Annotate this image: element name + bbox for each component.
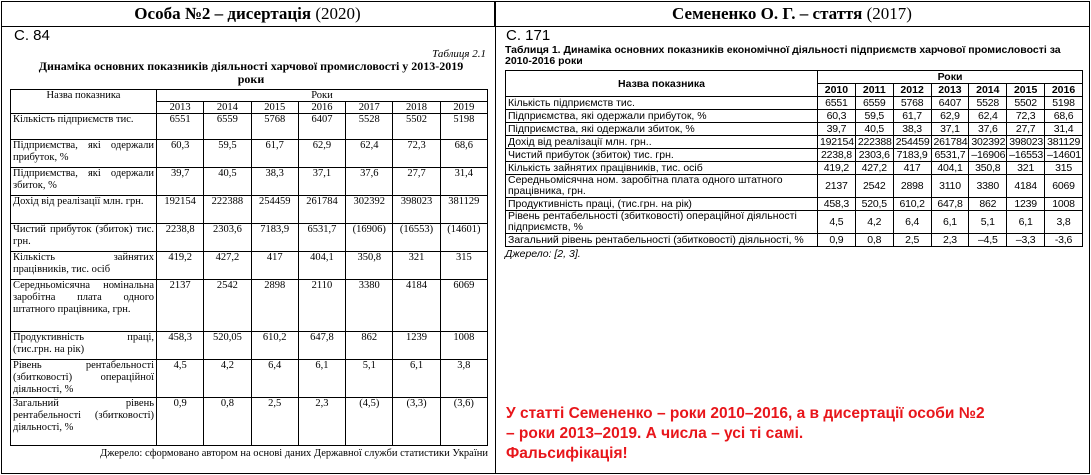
left-header-rest: – дисертація — [210, 4, 316, 23]
table-cell: 7183,9 — [251, 224, 298, 252]
table-cell: 5768 — [893, 97, 931, 110]
table-cell: 39,7 — [818, 123, 856, 136]
table-cell: 862 — [969, 198, 1007, 211]
table-cell: 40,5 — [204, 168, 251, 196]
table-cell: 610,2 — [893, 198, 931, 211]
table-cell: 4,2 — [204, 360, 251, 398]
left-col-name: Назва показника — [11, 90, 157, 114]
table-cell: –16553 — [1007, 149, 1045, 162]
table-cell: –4,5 — [969, 234, 1007, 247]
table-cell: 5502 — [393, 114, 440, 140]
row-label: Кількість підприємств тис. — [11, 114, 157, 140]
table-cell: (16906) — [346, 224, 393, 252]
table-cell: –16906 — [969, 149, 1007, 162]
note-line-1: У статті Семененко – роки 2010–2016, а в дисертації особи №2 — [506, 405, 985, 422]
table-cell: 350,8 — [969, 162, 1007, 175]
table-cell: 222388 — [204, 196, 251, 224]
table-cell: 381129 — [1045, 136, 1083, 149]
table-cell: 62,9 — [931, 110, 969, 123]
table-cell: 31,4 — [440, 168, 487, 196]
table-cell: 647,8 — [931, 198, 969, 211]
table-cell: 417 — [251, 252, 298, 280]
table-cell: –14601 — [1045, 149, 1083, 162]
table-cell: (16553) — [393, 224, 440, 252]
row-label: Продуктивність праці, (тис.грн. на рік) — [506, 198, 818, 211]
table-cell: 4,5 — [818, 211, 856, 234]
table-cell: 315 — [1045, 162, 1083, 175]
table-cell: 2137 — [818, 175, 856, 198]
table-cell: 6407 — [931, 97, 969, 110]
table-row — [11, 140, 488, 168]
left-year-header: 2013 — [157, 102, 204, 114]
table-cell: 59,5 — [855, 110, 893, 123]
table-cell: 2137 — [157, 280, 204, 332]
table-cell: 2898 — [251, 280, 298, 332]
table-cell: 0,9 — [818, 234, 856, 247]
table-cell: 5528 — [969, 97, 1007, 110]
row-label: Загальний рівень рентабельності (збитковості) діяльності, % — [506, 234, 818, 247]
table-cell: 38,3 — [893, 123, 931, 136]
table-row — [506, 234, 1083, 247]
table-row — [11, 360, 488, 398]
table-cell: 2542 — [204, 280, 251, 332]
left-year-header: 2019 — [440, 102, 487, 114]
table-row — [506, 123, 1083, 136]
right-col-name: Назва показника — [506, 71, 818, 97]
dissertation-table — [10, 89, 488, 446]
right-header-bold: Семененко О. Г. – стаття — [672, 4, 867, 23]
table-row — [506, 211, 1083, 234]
table-cell: 381129 — [440, 196, 487, 224]
table-cell: 4,2 — [855, 211, 893, 234]
table-cell: 6,4 — [893, 211, 931, 234]
table-cell: 321 — [1007, 162, 1045, 175]
table-cell: 6531,7 — [298, 224, 345, 252]
table-row — [11, 280, 488, 332]
left-year-header: 2018 — [393, 102, 440, 114]
table-cell: 417 — [893, 162, 931, 175]
row-label: Чистий прибуток (збиток) тис. грн. — [11, 224, 157, 252]
table-cell: 2,5 — [893, 234, 931, 247]
table-cell: 302392 — [346, 196, 393, 224]
table-cell: 6,1 — [393, 360, 440, 398]
table-cell: 2,5 — [251, 398, 298, 446]
table-row — [506, 162, 1083, 175]
table-cell: 3,8 — [440, 360, 487, 398]
table-cell: 302392 — [969, 136, 1007, 149]
table-cell: 1008 — [440, 332, 487, 360]
table-row — [506, 149, 1083, 162]
table-cell: 62,4 — [969, 110, 1007, 123]
table-cell: –3,3 — [1007, 234, 1045, 247]
table-cell: -3,6 — [1045, 234, 1083, 247]
left-page-number: С. 84 — [14, 27, 50, 44]
left-header-bold: Особа №2 — [134, 4, 211, 23]
table-cell: 427,2 — [855, 162, 893, 175]
table-number: Таблиця 2.1 — [432, 48, 486, 60]
table-cell: 2238,8 — [157, 224, 204, 252]
right-header-year: (2017) — [866, 4, 912, 23]
table-cell: 458,3 — [157, 332, 204, 360]
row-label: Рівень рентабельності (збитковості) операційної діяльності підприємств, % — [506, 211, 818, 234]
left-header-year: (2020) — [315, 4, 361, 23]
table-cell: 2110 — [298, 280, 345, 332]
table-cell: 6559 — [204, 114, 251, 140]
table-row — [11, 168, 488, 196]
table-cell: 62,9 — [298, 140, 345, 168]
table-cell: 27,7 — [393, 168, 440, 196]
row-label: Дохід від реалізації млн. грн.. — [506, 136, 818, 149]
table-cell: 6531,7 — [931, 149, 969, 162]
table-cell: 5528 — [346, 114, 393, 140]
table-cell: 40,5 — [855, 123, 893, 136]
row-label: Підприємства, які одержали прибуток, % — [506, 110, 818, 123]
table-cell: 60,3 — [818, 110, 856, 123]
table-row — [11, 398, 488, 446]
row-label: Чистий прибуток (збиток) тис. грн. — [506, 149, 818, 162]
right-table-body — [506, 97, 1083, 247]
table-cell: 72,3 — [1007, 110, 1045, 123]
right-col-years: Роки — [818, 71, 1083, 84]
table-row — [11, 114, 488, 140]
row-label: Загальний рівень рентабельності (збитковості) діяльності, % — [11, 398, 157, 446]
table-cell: (3,6) — [440, 398, 487, 446]
table-row — [11, 252, 488, 280]
table-cell: 222388 — [855, 136, 893, 149]
table-cell: 315 — [440, 252, 487, 280]
left-table-title: Динаміка основних показників діяльності харчової промисловості у 2013-2019 роки — [38, 59, 464, 86]
table-cell: 6551 — [818, 97, 856, 110]
table-cell: 3110 — [931, 175, 969, 198]
table-cell: 862 — [346, 332, 393, 360]
table-cell: 4184 — [393, 280, 440, 332]
table-cell: (4,5) — [346, 398, 393, 446]
table-row — [11, 224, 488, 252]
falsification-note — [506, 404, 1084, 464]
table-row — [506, 110, 1083, 123]
table-cell: 6551 — [157, 114, 204, 140]
table-cell: 68,6 — [1045, 110, 1083, 123]
table-cell: 2542 — [855, 175, 893, 198]
table-cell: 427,2 — [204, 252, 251, 280]
column-divider — [495, 1, 496, 473]
note-line-2: – роки 2013–2019. А числа – усі ті самі. — [506, 425, 804, 442]
row-label: Підприємства, які одержали збиток, % — [11, 168, 157, 196]
table-cell: 398023 — [1007, 136, 1045, 149]
table-cell: 6407 — [298, 114, 345, 140]
table-cell: 5198 — [440, 114, 487, 140]
table-row — [506, 136, 1083, 149]
table-cell: 254459 — [893, 136, 931, 149]
right-year-header: 2013 — [931, 84, 969, 97]
table-cell: 419,2 — [818, 162, 856, 175]
row-label: Підприємства, які одержали прибуток, % — [11, 140, 157, 168]
table-cell: 3380 — [969, 175, 1007, 198]
table-row — [506, 198, 1083, 211]
table-cell: 7183,9 — [893, 149, 931, 162]
table-row — [506, 175, 1083, 198]
table-cell: 404,1 — [931, 162, 969, 175]
right-year-header: 2010 — [818, 84, 856, 97]
table-cell: 2,3 — [931, 234, 969, 247]
table-cell: 72,3 — [393, 140, 440, 168]
table-cell: 2898 — [893, 175, 931, 198]
table-cell: 1239 — [393, 332, 440, 360]
table-cell: 192154 — [818, 136, 856, 149]
table-cell: 68,6 — [440, 140, 487, 168]
right-year-header: 2016 — [1045, 84, 1083, 97]
table-cell: 0,8 — [855, 234, 893, 247]
table-cell: 59,5 — [204, 140, 251, 168]
table-cell: 6559 — [855, 97, 893, 110]
table-cell: 37,1 — [931, 123, 969, 136]
table-cell: 6069 — [440, 280, 487, 332]
left-year-header: 2015 — [251, 102, 298, 114]
table-cell: 4,5 — [157, 360, 204, 398]
left-table-body — [11, 114, 488, 446]
row-label: Кількість зайнятих працівників, тис. осіб — [506, 162, 818, 175]
table-cell: 610,2 — [251, 332, 298, 360]
article-excerpt — [505, 45, 1085, 260]
table-cell: 0,9 — [157, 398, 204, 446]
table-cell: (14601) — [440, 224, 487, 252]
left-year-header: 2017 — [346, 102, 393, 114]
right-year-header: 2011 — [855, 84, 893, 97]
table-cell: 4184 — [1007, 175, 1045, 198]
table-cell: 3380 — [346, 280, 393, 332]
table-cell: 404,1 — [298, 252, 345, 280]
table-cell: 60,3 — [157, 140, 204, 168]
row-label: Середньомісячна ном. заробітна плата одного штатного працівника, грн. — [506, 175, 818, 198]
table-cell: 6,4 — [251, 360, 298, 398]
table-cell: 6,1 — [1007, 211, 1045, 234]
table-cell: 419,2 — [157, 252, 204, 280]
row-label: Кількість підприємств тис. — [506, 97, 818, 110]
left-source: Джерело: сформовано автором на основі даних Державної служби статистики України — [100, 448, 488, 459]
left-year-header: 2014 — [204, 102, 251, 114]
table-cell: 37,6 — [969, 123, 1007, 136]
table-cell: 261784 — [931, 136, 969, 149]
table-cell: 62,4 — [346, 140, 393, 168]
table-cell: 520,05 — [204, 332, 251, 360]
table-cell: 0,8 — [204, 398, 251, 446]
table-cell: 61,7 — [251, 140, 298, 168]
table-cell: 27,7 — [1007, 123, 1045, 136]
right-year-header: 2014 — [969, 84, 1007, 97]
table-cell: 321 — [393, 252, 440, 280]
row-label: Кількість зайнятих працівників, тис. осіб — [11, 252, 157, 280]
dissertation-excerpt — [10, 48, 492, 459]
table-cell: 5502 — [1007, 97, 1045, 110]
left-col-years: Роки — [157, 90, 488, 102]
table-cell: 5,1 — [346, 360, 393, 398]
left-header — [1, 1, 495, 27]
table-cell: 6,1 — [931, 211, 969, 234]
table-cell: 2238,8 — [818, 149, 856, 162]
note-line-3: Фальсифікація! — [506, 445, 628, 462]
article-table — [505, 70, 1083, 247]
table-cell: 261784 — [298, 196, 345, 224]
row-label: Середньомісячна номінальна заробітна плата одного штатного працівника, грн. — [11, 280, 157, 332]
table-cell: 5,1 — [969, 211, 1007, 234]
right-year-header: 2012 — [893, 84, 931, 97]
table-cell: 192154 — [157, 196, 204, 224]
table-cell: 458,3 — [818, 198, 856, 211]
table-cell: 31,4 — [1045, 123, 1083, 136]
right-header — [495, 1, 1089, 27]
table-cell: 2,3 — [298, 398, 345, 446]
row-label: Рівень рентабельності (збитковості) операційної діяльності, % — [11, 360, 157, 398]
table-cell: 1239 — [1007, 198, 1045, 211]
table-cell: 2303,6 — [855, 149, 893, 162]
table-row — [506, 97, 1083, 110]
right-table-title: Таблиця 1. Динаміка основних показників економічної діяльності підприємств харчової промисловості за 2010-2016 роки — [505, 44, 1061, 67]
table-cell: 37,1 — [298, 168, 345, 196]
table-cell: (3,3) — [393, 398, 440, 446]
table-row — [11, 196, 488, 224]
table-cell: 6,1 — [298, 360, 345, 398]
table-cell: 398023 — [393, 196, 440, 224]
table-cell: 520,5 — [855, 198, 893, 211]
table-cell: 1008 — [1045, 198, 1083, 211]
row-label: Продуктивність праці, (тис.грн. на рік) — [11, 332, 157, 360]
table-cell: 38,3 — [251, 168, 298, 196]
table-cell: 350,8 — [346, 252, 393, 280]
table-cell: 5768 — [251, 114, 298, 140]
row-label: Дохід від реалізації млн. грн. — [11, 196, 157, 224]
table-cell: 5198 — [1045, 97, 1083, 110]
table-cell: 647,8 — [298, 332, 345, 360]
table-row — [11, 332, 488, 360]
table-cell: 37,6 — [346, 168, 393, 196]
table-cell: 254459 — [251, 196, 298, 224]
table-cell: 3,8 — [1045, 211, 1083, 234]
right-page-number: С. 171 — [506, 27, 551, 44]
right-year-header: 2015 — [1007, 84, 1045, 97]
right-source: Джерело: [2, 3]. — [505, 248, 581, 260]
left-year-header: 2016 — [298, 102, 345, 114]
table-cell: 2303,6 — [204, 224, 251, 252]
table-cell: 39,7 — [157, 168, 204, 196]
row-label: Підприємства, які одержали збиток, % — [506, 123, 818, 136]
table-cell: 61,7 — [893, 110, 931, 123]
table-cell: 6069 — [1045, 175, 1083, 198]
